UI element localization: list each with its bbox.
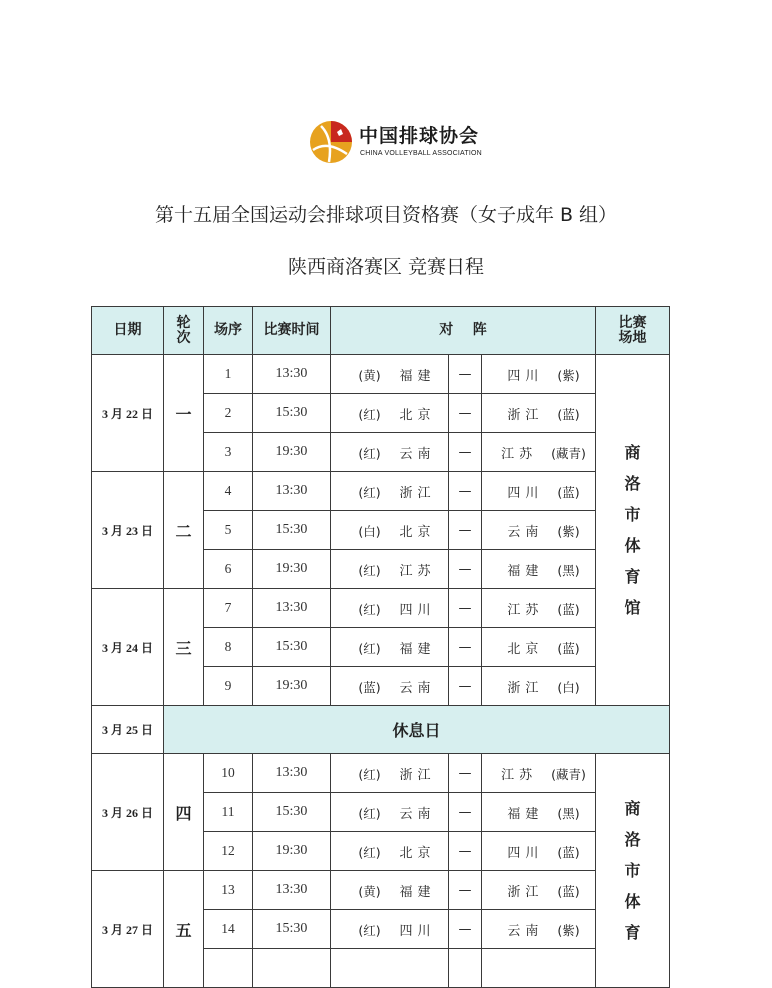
versus-dash: — [449,433,482,472]
away-team-cell [482,550,596,589]
away-team: 福建 [507,806,544,822]
home-team-cell [331,355,449,394]
match-date: 3 月 24 日 [92,589,164,706]
table-row [92,472,670,511]
match-number: 1 [204,355,253,394]
home-team: 浙江 [399,767,436,783]
away-team-cell [482,472,596,511]
match-time: 19:30 [253,667,331,706]
home-team: 浙江 [399,485,436,501]
header-matchup: 对 阵 [331,307,596,355]
home-team-cell [331,550,449,589]
match-number: 2 [204,394,253,433]
match-time: 13:30 [253,472,331,511]
home-jersey-color: (黄) [358,883,381,899]
match-date: 3 月 26 日 [92,754,164,871]
versus-dash: — [449,355,482,394]
away-team: 江苏 [507,602,544,618]
home-team-cell [331,511,449,550]
away-jersey-color: (蓝) [557,484,580,500]
match-number: 11 [204,793,253,832]
empty-cell [482,949,596,988]
match-date: 3 月 22 日 [92,355,164,472]
away-team-cell [482,871,596,910]
match-number: 10 [204,754,253,793]
home-team: 四川 [399,923,436,939]
away-team: 福建 [507,563,544,579]
match-number: 3 [204,433,253,472]
away-team-cell [482,910,596,949]
cva-logo [307,118,482,166]
home-jersey-color: (白) [358,523,381,539]
away-jersey-color: (蓝) [557,406,580,422]
versus-dash: — [449,871,482,910]
header-round: 轮 次 [164,307,204,355]
versus-dash: — [449,472,482,511]
away-team: 浙江 [507,884,544,900]
match-number: 4 [204,472,253,511]
away-jersey-color: (紫) [557,367,580,383]
away-team: 四川 [507,845,544,861]
home-team-cell [331,793,449,832]
home-jersey-color: (蓝) [358,679,381,695]
versus-dash: — [449,394,482,433]
header-date: 日期 [92,307,164,355]
header-row [92,307,670,355]
away-team: 浙江 [507,680,544,696]
empty-cell [204,949,253,988]
versus-dash: — [449,754,482,793]
away-team-cell [482,628,596,667]
away-team: 北京 [507,641,544,657]
rest-day-date: 3 月 25 日 [92,706,164,754]
versus-dash: — [449,589,482,628]
header-time: 比赛时间 [253,307,331,355]
home-team: 北京 [399,845,436,861]
match-number: 14 [204,910,253,949]
venue-name: 商 洛 市 体 育 馆 [624,443,641,617]
versus-dash: — [449,832,482,871]
away-jersey-color: (白) [557,679,580,695]
versus-dash: — [449,910,482,949]
header-venue: 比赛 场地 [596,307,670,355]
away-team-cell [482,793,596,832]
table-row [92,754,670,793]
away-team-cell [482,754,596,793]
home-jersey-color: (红) [358,406,381,422]
empty-cell [449,949,482,988]
header-match-no: 场序 [204,307,253,355]
logo-chinese-name: 中国排球协会 [359,125,480,147]
home-team: 云南 [399,446,436,462]
round-number: 四 [164,754,204,871]
venue-cell [596,754,670,988]
match-number: 12 [204,832,253,871]
schedule-table [91,306,670,988]
home-team-cell [331,667,449,706]
away-team-cell [482,589,596,628]
match-time: 19:30 [253,832,331,871]
home-team: 云南 [399,680,436,696]
away-jersey-color: (藏青) [551,445,586,461]
away-team-cell [482,832,596,871]
venue-name: 商 洛 市 体 育 [624,799,641,942]
logo-english-name: CHINA VOLLEYBALL ASSOCIATION [360,150,482,157]
home-jersey-color: (红) [358,562,381,578]
away-team-cell [482,433,596,472]
round-number: 三 [164,589,204,706]
match-time: 15:30 [253,511,331,550]
away-jersey-color: (蓝) [557,883,580,899]
match-number: 9 [204,667,253,706]
home-team: 四川 [399,602,436,618]
venue-cell [596,355,670,706]
match-number: 7 [204,589,253,628]
versus-dash: — [449,667,482,706]
versus-dash: — [449,793,482,832]
away-team: 云南 [507,524,544,540]
match-number: 8 [204,628,253,667]
home-team: 江苏 [399,563,436,579]
document-subtitle: 陕西商洛赛区 竞赛日程 [287,256,485,278]
home-team-cell [331,754,449,793]
match-time: 15:30 [253,628,331,667]
home-team-cell [331,871,449,910]
empty-cell [253,949,331,988]
away-team: 江苏 [501,446,538,462]
away-jersey-color: (紫) [557,523,580,539]
away-team: 四川 [507,485,544,501]
match-number: 5 [204,511,253,550]
rest-day-row [92,706,670,754]
round-number: 二 [164,472,204,589]
rest-day-label: 休息日 [164,706,670,754]
home-team: 福建 [399,884,436,900]
home-jersey-color: (黄) [358,367,381,383]
volleyball-logo-icon [307,118,355,166]
match-time: 15:30 [253,394,331,433]
away-jersey-color: (蓝) [557,601,580,617]
home-jersey-color: (红) [358,601,381,617]
home-jersey-color: (红) [358,484,381,500]
home-team: 北京 [399,524,436,540]
table-row [92,871,670,910]
versus-dash: — [449,550,482,589]
home-jersey-color: (红) [358,844,381,860]
away-team-cell [482,394,596,433]
home-team-cell [331,394,449,433]
home-team: 福建 [399,641,436,657]
away-jersey-color: (蓝) [557,640,580,656]
versus-dash: — [449,628,482,667]
match-time: 13:30 [253,589,331,628]
match-time: 19:30 [253,433,331,472]
match-time: 15:30 [253,793,331,832]
table-row [92,589,670,628]
home-jersey-color: (红) [358,805,381,821]
match-number: 13 [204,871,253,910]
away-team: 浙江 [507,407,544,423]
empty-cell [331,949,449,988]
home-team-cell [331,472,449,511]
away-team-cell [482,511,596,550]
home-team-cell [331,433,449,472]
home-team: 云南 [399,806,436,822]
away-jersey-color: (藏青) [551,766,586,782]
home-team-cell [331,628,449,667]
match-number: 6 [204,550,253,589]
versus-dash: — [449,511,482,550]
round-number: 一 [164,355,204,472]
away-jersey-color: (黑) [557,805,580,821]
home-jersey-color: (红) [358,445,381,461]
match-time: 13:30 [253,355,331,394]
match-date: 3 月 23 日 [92,472,164,589]
round-number: 五 [164,871,204,988]
away-team: 江苏 [501,767,538,783]
home-jersey-color: (红) [358,766,381,782]
away-team-cell [482,667,596,706]
home-team-cell [331,910,449,949]
home-team-cell [331,589,449,628]
table-row [92,355,670,394]
away-jersey-color: (紫) [557,922,580,938]
match-time: 15:30 [253,910,331,949]
match-time: 13:30 [253,871,331,910]
document-title: 第十五届全国运动会排球项目资格赛（女子成年 B 组） [154,204,618,226]
home-team: 福建 [399,368,436,384]
match-date: 3 月 27 日 [92,871,164,988]
away-team: 四川 [507,368,544,384]
match-time: 19:30 [253,550,331,589]
home-jersey-color: (红) [358,922,381,938]
home-jersey-color: (红) [358,640,381,656]
away-team-cell [482,355,596,394]
away-team: 云南 [507,923,544,939]
away-jersey-color: (蓝) [557,844,580,860]
match-time: 13:30 [253,754,331,793]
home-team-cell [331,832,449,871]
away-jersey-color: (黑) [557,562,580,578]
home-team: 北京 [399,407,436,423]
